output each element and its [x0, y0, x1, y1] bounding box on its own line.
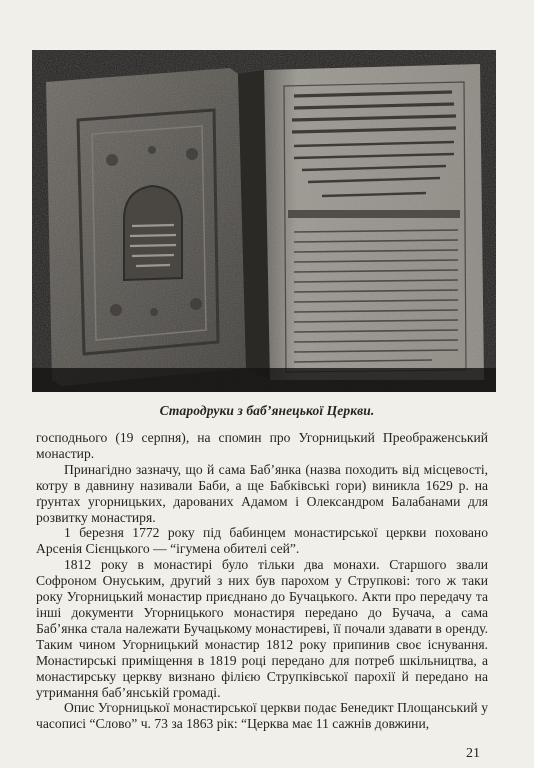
paragraph: господнього (19 серпня), на спомин про Угорницький Преображенський монастир. [36, 430, 488, 461]
page-number: 21 [466, 746, 480, 761]
paragraph: 1 березня 1772 року під бабинцем монастирської церкви поховано Арсенія Сієнцького — “ігумена обителі сей”. [36, 525, 488, 557]
paragraph: Опис Угорницької монастирської церкви подає Бенедикт Площанський у часописі “Слово” ч. 73 за 1863 рік: “Церква має 11 сажнів довжини, [36, 700, 488, 732]
photo-old-printed-books [32, 50, 496, 392]
body-text [36, 430, 488, 732]
paragraph: 1812 року в монастирі було тільки два монахи. Старшого звали Софроном Онуським, другий з них був парохом у Струпкові: того ж таки року Угорницький монастир приєднано до Бучацького. Акти про передачу та інші документи Угорницького монастиря передано до Бучача, а сама Баб’янка стала належати Бучацькому монастиреві, її почали здавати в оренду. Таким чином Угорницький монастир 1812 року припинив своє існування. Монастирські приміщення в 1819 році передано для потреб шкільництва, а монастирську церкву визнано філією Струпківської парохії й передано на утримання баб’янській громаді. [36, 557, 488, 700]
paragraph: Принагідно зазначу, що й сама Баб’янка (назва походить від місцевості, котру в давнину називали Баби, а ще Бабківські гори) виникла 1629 р. на ґрунтах угорницьких, дарованих Адамом і Олександром Балабанами для розвитку монастиря. [36, 461, 488, 525]
photo-caption: Стародруки з баб’янецької Церкви. [159, 403, 375, 418]
